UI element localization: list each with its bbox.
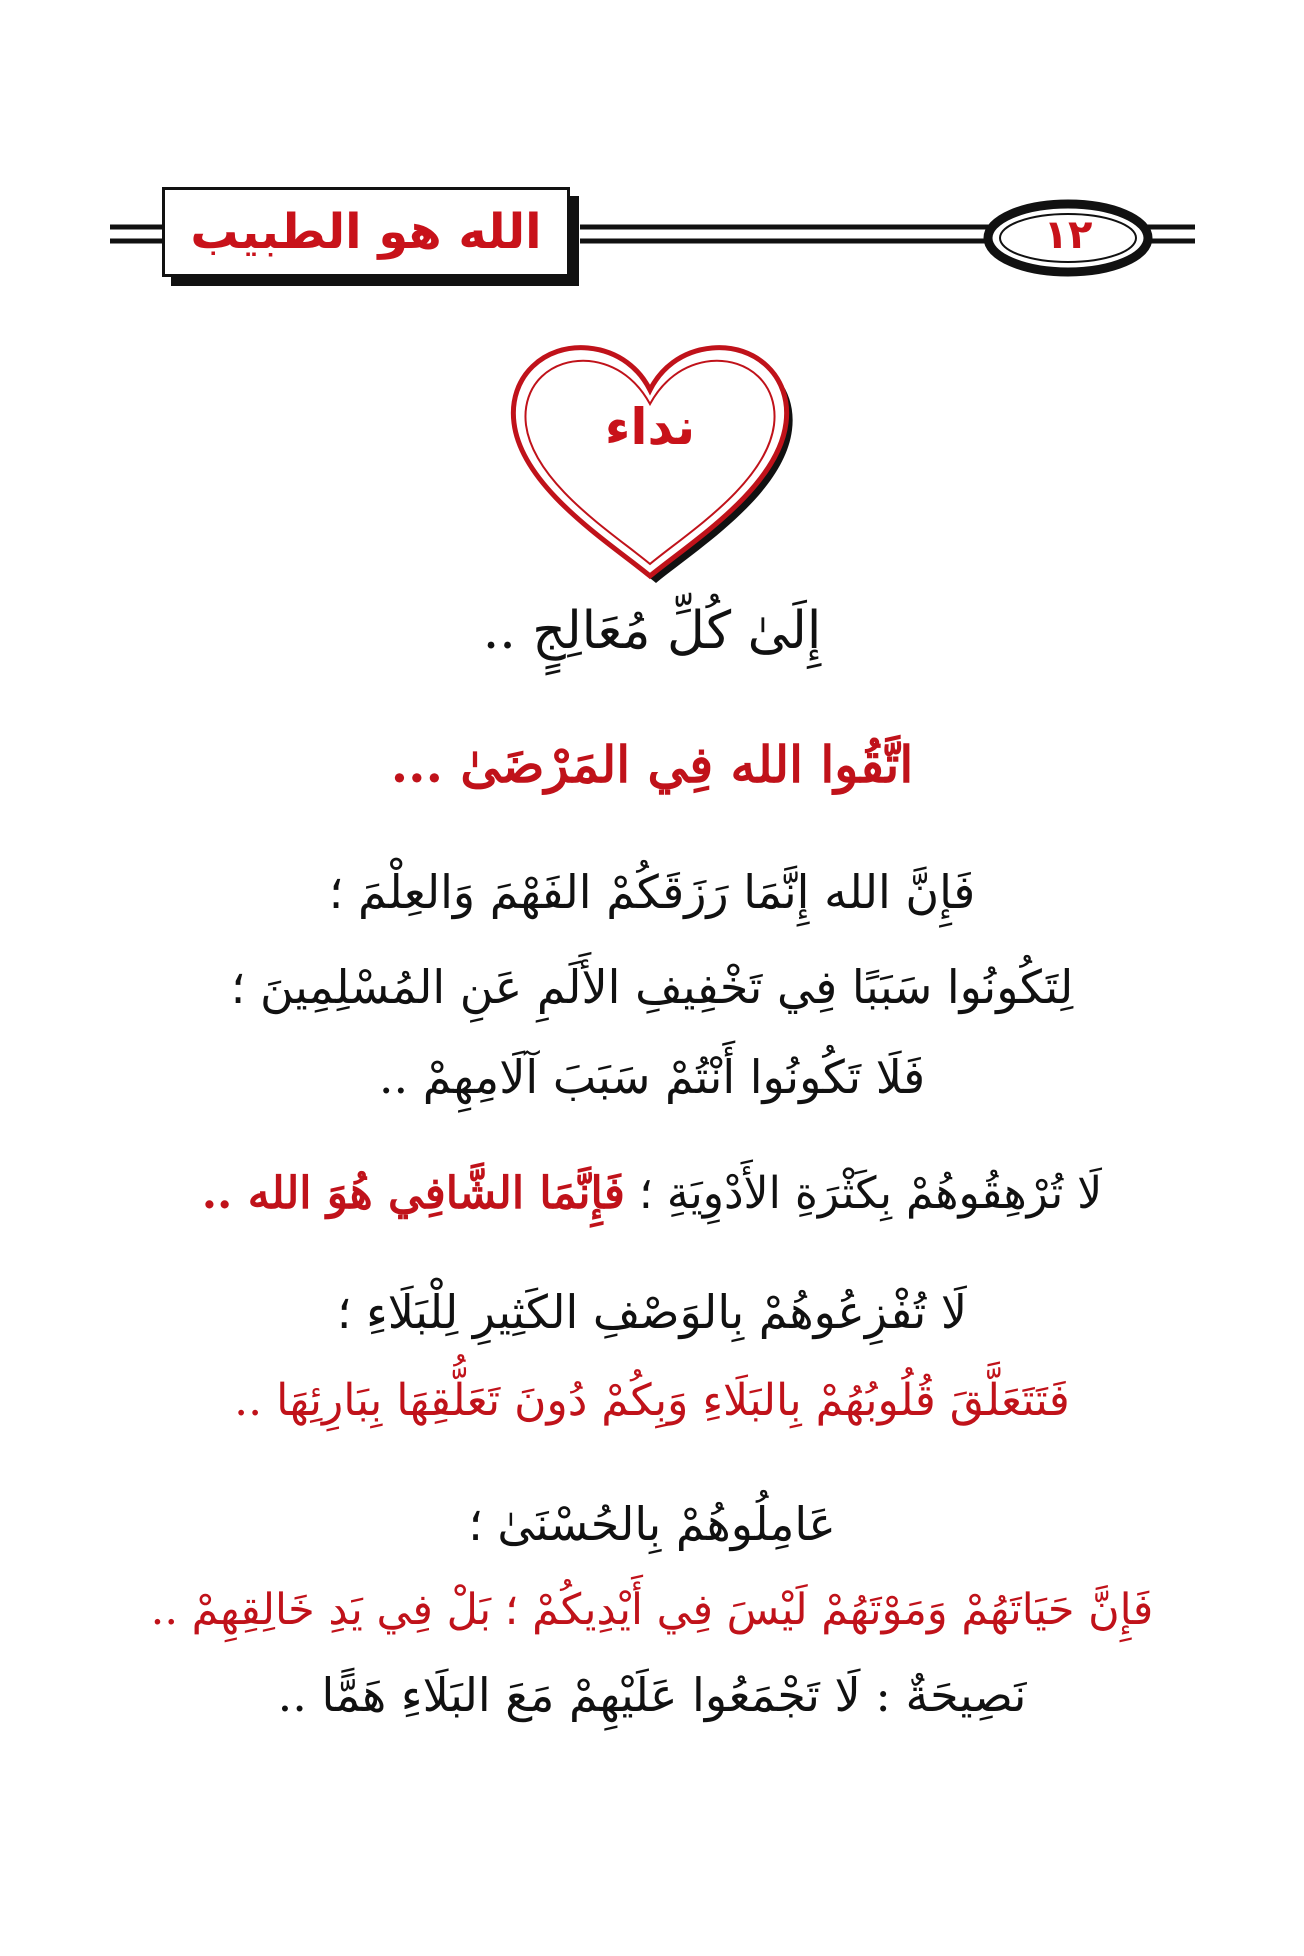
paragraph-3-line-2: فَتَتَعَلَّقَ قُلُوبُهُمْ بِالبَلَاءِ وَبِكُمْ دُونَ تَعَلُّقِهَا بِبَارِئِهَا .. [234, 1375, 1070, 1426]
call-line: اتَّقُوا الله فِي المَرْضَىٰ ... [390, 735, 914, 794]
page-number: ١٢ [1043, 212, 1093, 258]
chapter-title-box [162, 187, 570, 277]
paragraph-4-line-1: عَامِلُوهُمْ بِالحُسْنَىٰ ؛ [468, 1497, 836, 1551]
paragraph-1-line-2: لِتَكُونُوا سَبَبًا فِي تَخْفِيفِ الأَلَمِ عَنِ المُسْلِمِينَ ؛ [230, 960, 1074, 1014]
paragraph-2-line [120, 1168, 1184, 1221]
paragraph-4-line-3: نَصِيحَةٌ : لَا تَجْمَعُوا عَلَيْهِمْ مَعَ البَلَاءِ هَمًّا .. [277, 1668, 1027, 1722]
paragraph-2-red-part: فَإِنَّمَا الشَّافِي هُوَ الله .. [201, 1168, 625, 1219]
paragraph-3-line-1: لَا تُفْزِعُوهُمْ بِالوَصْفِ الكَثِيرِ لِلْبَلَاءِ ؛ [336, 1285, 968, 1339]
addressee-line: إِلَىٰ كُلِّ مُعَالِجٍ .. [482, 601, 822, 661]
page-header [110, 170, 1195, 300]
heart-label: نداء [604, 398, 696, 456]
paragraph-4-line-2: فَإِنَّ حَيَاتَهُمْ وَمَوْتَهُمْ لَيْسَ فِي أَيْدِيكُمْ ؛ بَلْ فِي يَدِ خَالِقِهِمْ .. [150, 1585, 1154, 1635]
paragraph-1-line-3: فَلَا تَكُونُوا أَنْتُمْ سَبَبَ آلَامِهِمْ .. [378, 1050, 926, 1104]
paragraph-2-black-part: لَا تُرْهِقُوهُمْ بِكَثْرَةِ الأَدْوِيَةِ ؛ [638, 1168, 1103, 1219]
heart-icon [500, 338, 800, 588]
chapter-title: الله هو الطبيب [190, 204, 542, 260]
paragraph-1-line-1: فَإِنَّ الله إِنَّمَا رَزَقَكُمْ الفَهْمَ وَالعِلْمَ ؛ [328, 865, 976, 919]
